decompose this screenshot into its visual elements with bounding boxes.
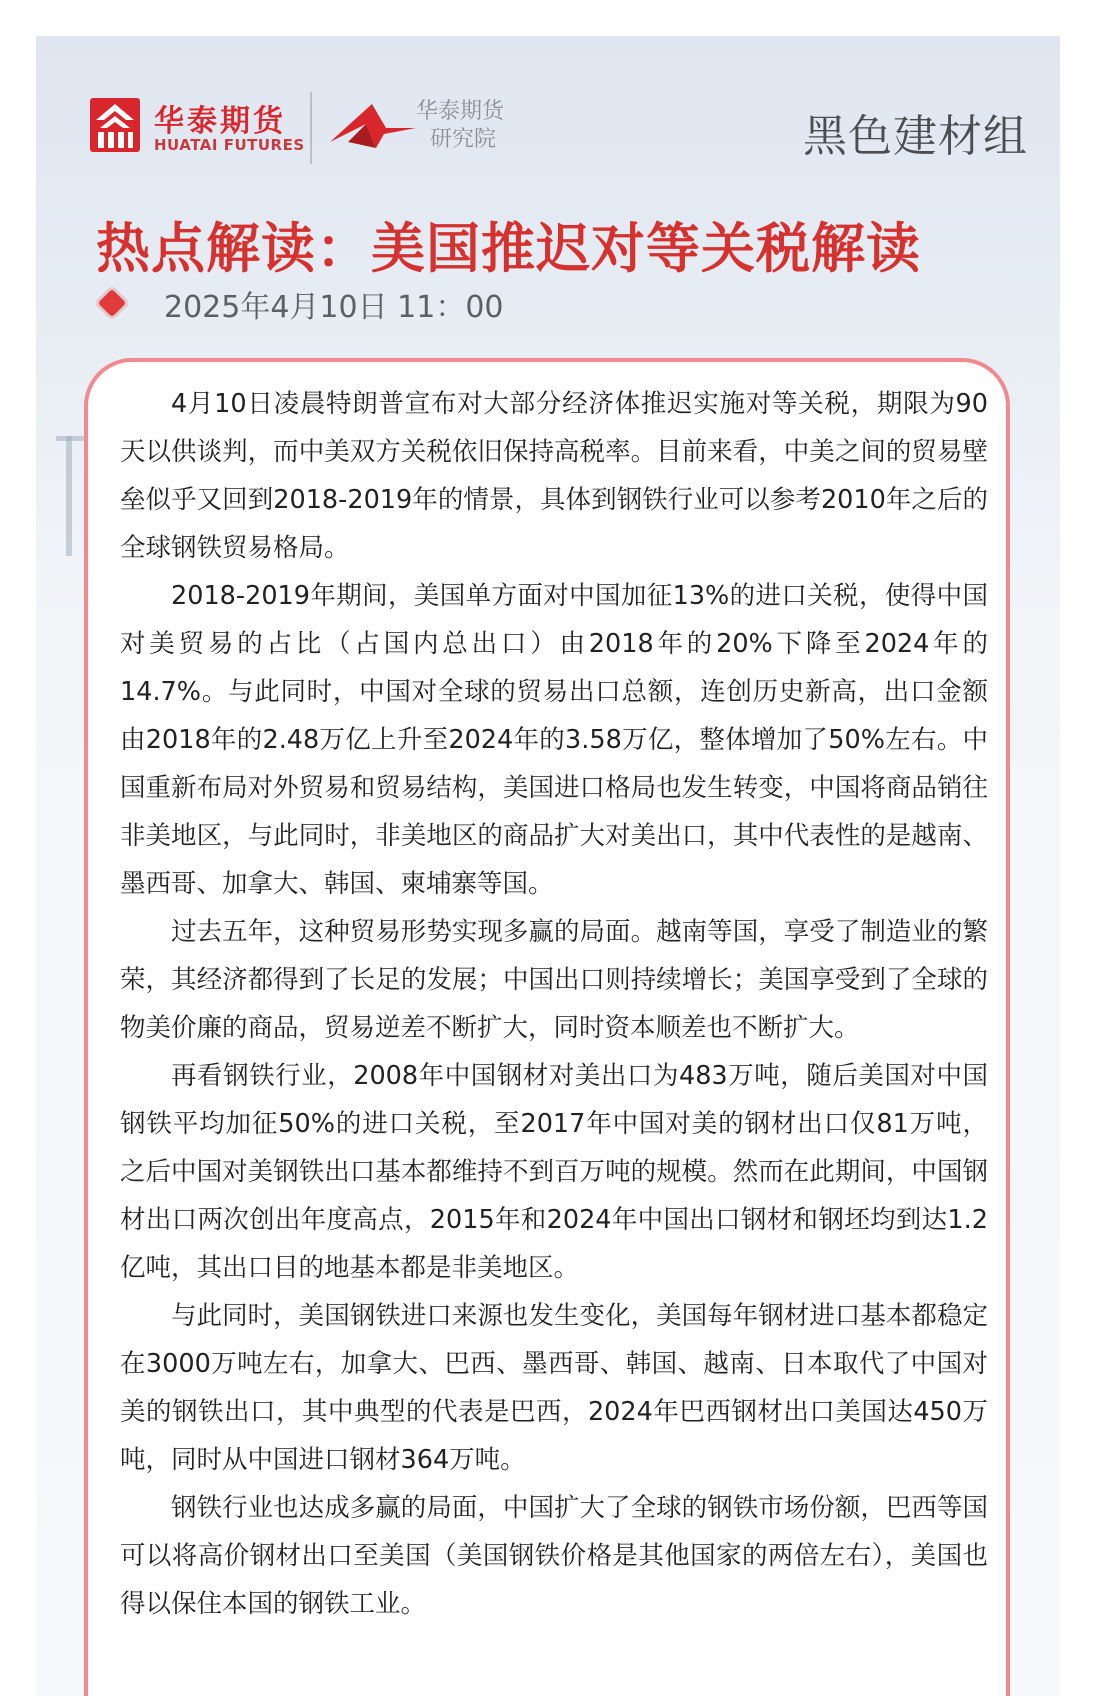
- brand-name-en: HUATAI FUTURES: [154, 136, 305, 154]
- paragraph: 再看钢铁行业，2008年中国钢材对美出口为483万吨，随后美国对中国钢铁平均加征50%的进口关税，至2017年中国对美的钢材出口仅81万吨，之后中国对美钢铁出口基本都维持不到百万吨的规模。然而在此期间，中国钢材出口两次创出年度高点，2015年和2024年中国出口钢材和钢坯均到达1.2亿吨，其出口目的地基本都是非美地区。: [120, 1061, 988, 1283]
- logo-divider: [310, 92, 312, 164]
- paragraph: 钢铁行业也达成多赢的局面，中国扩大了全球的钢铁市场份额，巴西等国可以将高价钢材出口至美国（美国钢铁价格是其他国家的两倍左右），美国也得以保住本国的钢铁工业。: [120, 1493, 988, 1619]
- article-body-box: [84, 358, 1010, 1696]
- paragraph: 2018-2019年期间，美国单方面对中国加征13%的进口关税，使得中国对美贸易的占比（占国内总出口）由2018年的20%下降至2024年的14.7%。与此同时，中国对全球的贸易出口总额，连创历史新高，出口金额由2018年的2.48万亿上升至2024年的3.58万亿，整体增加了50%左右。中国重新布局对外贸易和贸易结构，美国进口格局也发生转变，中国将商品销往非美地区，与此同时，非美地区的商品扩大对美出口，其中代表性的是越南、墨西哥、加拿大、韩国、柬埔寨等国。: [120, 581, 988, 899]
- article-title: 热点解读：美国推迟对等关税解读: [96, 217, 921, 280]
- article-date: 2025年4月10日 11：00: [164, 290, 504, 325]
- institute-name-line2: 研究院: [430, 127, 497, 152]
- article-body: [120, 380, 988, 1628]
- paragraph: 4月10日凌晨特朗普宣布对大部分经济体推迟实施对等关税，期限为90天以供谈判，而中美双方关税依旧保持高税率。目前来看，中美之间的贸易壁垒似乎又回到2018-2019年的情景，具体到钢铁行业可以参考2010年之后的全球钢铁贸易格局。: [120, 389, 988, 563]
- brand-name-cn: 华泰期货: [154, 104, 286, 139]
- page-card: [36, 36, 1060, 1696]
- diamond-bullet-icon: [98, 289, 126, 317]
- huatai-logo-icon: [90, 98, 140, 152]
- paragraph: 与此同时，美国钢铁进口来源也发生变化，美国每年钢材进口基本都稳定在3000万吨左右，加拿大、巴西、墨西哥、韩国、越南、日本取代了中国对美的钢铁出口，其中典型的代表是巴西，2024年巴西钢材出口美国达450万吨，同时从中国进口钢材364万吨。: [120, 1301, 988, 1475]
- institute-logo-icon: [326, 98, 422, 154]
- group-name: 黑色建材组: [803, 111, 1028, 162]
- institute-name-line1: 华泰期货: [416, 99, 505, 124]
- paragraph: 过去五年，这种贸易形势实现多赢的局面。越南等国，享受了制造业的繁荣，其经济都得到了长足的发展；中国出口则持续增长；美国享受到了全球的物美价廉的商品，贸易逆差不断扩大，同时资本顺差也不断扩大。: [120, 917, 988, 1043]
- background-crane: [66, 436, 72, 556]
